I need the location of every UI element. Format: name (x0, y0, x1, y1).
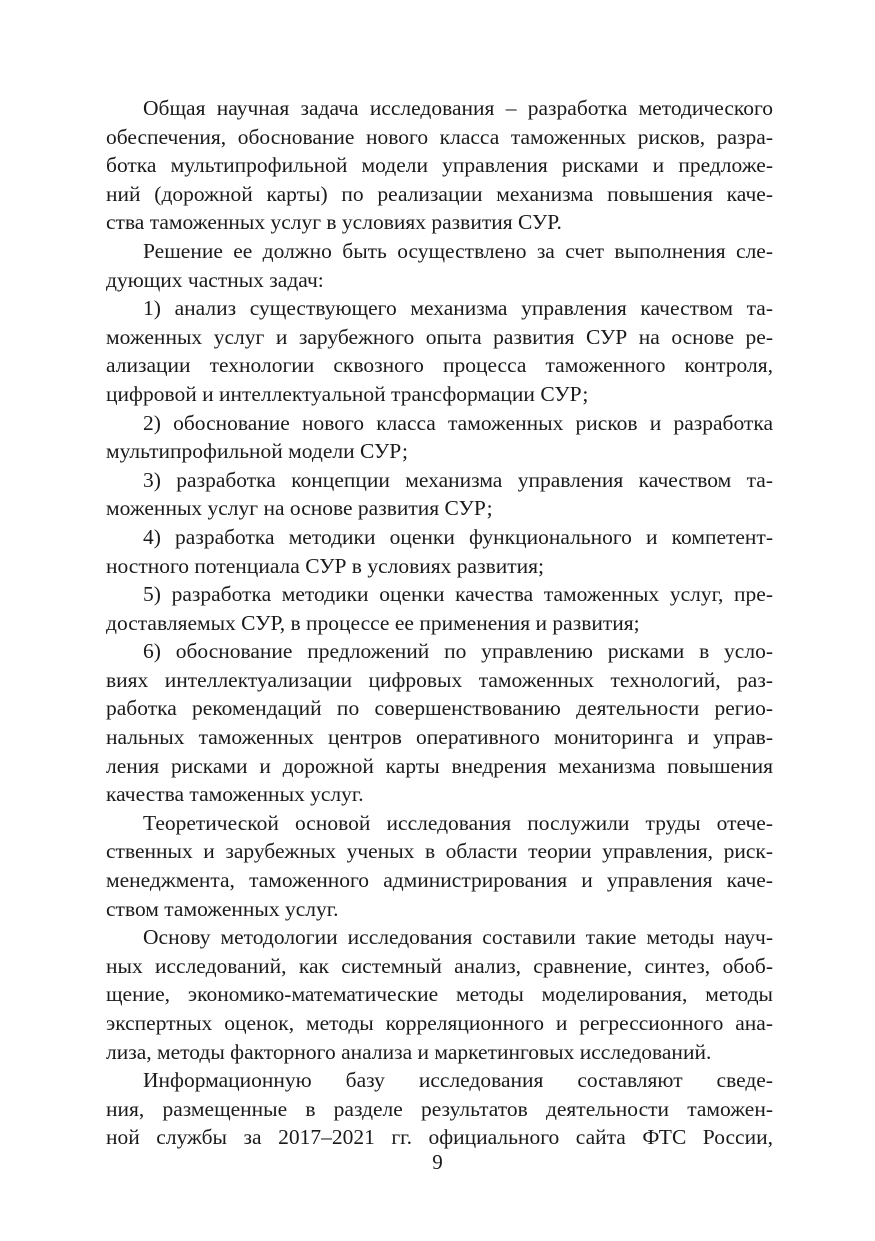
task-item-5 (106, 580, 773, 637)
paragraph-solution (106, 237, 773, 294)
paragraph-information-base (106, 1066, 773, 1152)
text-line: мультипрофильной модели СУР; (106, 439, 408, 464)
text-line: менеджмента, таможенного администрирования и управления каче- (106, 868, 773, 893)
text-line: ных исследований, как системный анализ, сравнение, синтез, обоб- (106, 953, 773, 978)
text-line: качества таможенных услуг. (106, 782, 364, 807)
text-line: ной службы за 2017–2021 гг. официального сайта ФТС России, (106, 1125, 773, 1150)
task-item-4 (106, 523, 773, 580)
text-line: ностного потенциала СУР в условиях развития; (106, 553, 544, 578)
text-line: дующих частных задач: (106, 267, 324, 292)
text-line: работка рекомендаций по совершенствованию деятельности регио- (106, 696, 773, 721)
paragraph-theoretical-basis (106, 809, 773, 923)
text-line: 2) обоснование нового класса таможенных рисков и разработка (143, 410, 773, 435)
paragraph-general-task (106, 94, 773, 237)
text-line: Основу методологии исследования составили такие методы науч- (143, 925, 773, 950)
text-line: 4) разработка методики оценки функционального и компетент- (143, 524, 773, 549)
text-line: ством таможенных услуг. (106, 896, 339, 921)
text-line: Информационную базу исследования составляют сведе- (143, 1068, 773, 1093)
text-line: моженных услуг и зарубежного опыта развития СУР на основе ре- (106, 324, 773, 349)
page-body (106, 94, 773, 1152)
text-line: доставляемых СУР, в процессе ее применения и развития; (106, 610, 640, 635)
page-number: 9 (432, 1150, 443, 1174)
paragraph-methodology (106, 923, 773, 1066)
task-item-6 (106, 637, 773, 809)
task-item-1 (106, 294, 773, 408)
text-line: нальных таможенных центров оперативного мониторинга и управ- (106, 725, 773, 750)
text-line: 3) разработка концепции механизма управления качеством та- (143, 467, 773, 492)
text-line: 6) обоснование предложений по управлению рисками в усло- (143, 639, 773, 664)
text-line: 5) разработка методики оценки качества таможенных услуг, пре- (143, 582, 773, 607)
text-line: щение, экономико-математические методы моделирования, методы (106, 982, 773, 1007)
task-item-2 (106, 409, 773, 466)
text-line: лиза, методы факторного анализа и маркетинговых исследований. (106, 1039, 712, 1064)
text-line: ний (дорожной карты) по реализации механизма повышения каче- (106, 181, 773, 206)
text-line: ства таможенных услуг в условиях развития СУР. (106, 210, 562, 235)
text-line: Решение ее должно быть осуществлено за счет выполнения сле- (143, 238, 773, 263)
text-line: ственных и зарубежных ученых в области теории управления, риск- (106, 839, 773, 864)
text-line: Теоретической основой исследования послужили труды отече- (143, 810, 773, 835)
text-line: обеспечения, обоснование нового класса таможенных рисков, разра- (106, 124, 773, 149)
text-line: экспертных оценок, методы корреляционного и регрессионного ана- (106, 1011, 773, 1035)
text-line: ботка мультипрофильной модели управления рисками и предложе- (106, 153, 773, 178)
text-line: ния, размещенные в разделе результатов деятельности таможен- (106, 1096, 773, 1121)
task-item-3 (106, 466, 773, 523)
text-line: ализации технологии сквозного процесса таможенного контроля, (106, 353, 773, 378)
text-line: цифровой и интеллектуальной трансформации СУР; (106, 381, 589, 406)
text-line: Общая научная задача исследования – разработка методического (143, 96, 773, 120)
text-line: ления рисками и дорожной карты внедрения механизма повышения (106, 753, 773, 778)
text-line: моженных услуг на основе развития СУР; (106, 496, 493, 521)
text-line: виях интеллектуализации цифровых таможенных технологий, раз- (106, 667, 773, 692)
text-line: 1) анализ существующего механизма управления качеством та- (143, 296, 773, 321)
